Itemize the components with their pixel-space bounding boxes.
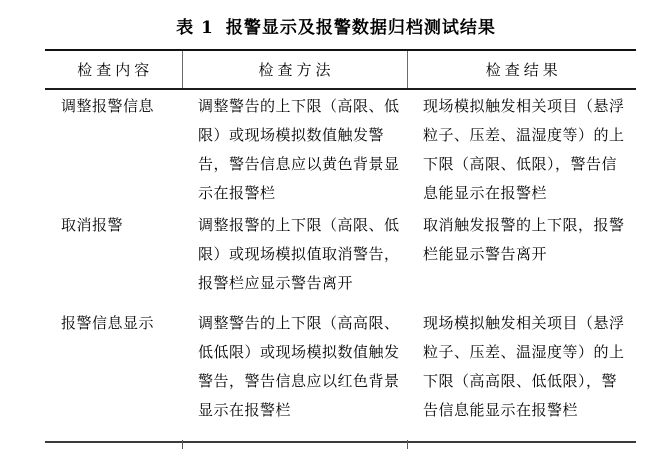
cell-result: 现场模拟触发相关项目（悬浮粒子、压差、温湿度等）的上下限（高限、低限），警告信息能显示在报警栏 [423,97,625,202]
table-row [45,209,636,307]
cell-content: 报警信息显示 [61,314,155,332]
table-title [0,13,672,38]
cell-result: 现场模拟触发相关项目（悬浮粒子、压差、温湿度等）的上下限（高高限、低低限），警告信息能显示在报警栏 [423,314,625,419]
table-title-text: 报警显示及报警数据归档测试结果 [225,18,496,38]
test-results-table [45,49,636,443]
cell-content: 取消报警 [61,216,124,234]
column-divider-tick [182,440,183,449]
cell-method: 调整报警的上下限（高限、低限）或现场模拟值取消警告，报警栏应显示警告离开 [198,216,400,292]
cell-method: 调整警告的上下限（高高限、低低限）或现场模拟数值触发警告，警告信息应以红色背景显示在报警栏 [198,314,400,419]
table-row [45,89,636,209]
cell-result: 取消触发报警的上下限，报警栏能显示警告离开 [423,216,625,263]
column-header-check-content: 检查内容 [45,50,182,89]
table-header-row [45,50,636,89]
column-header-check-method: 检查方法 [182,50,407,89]
column-header-check-result: 检查结果 [407,50,636,89]
cell-content: 调整报警信息 [61,97,155,115]
table-row [45,307,636,442]
column-divider-tick [407,440,408,449]
table-number: 表 1 [176,18,214,38]
cell-method: 调整警告的上下限（高限、低限）或现场模拟数值触发警告，警告信息应以黄色背景显示在报警栏 [198,97,400,202]
